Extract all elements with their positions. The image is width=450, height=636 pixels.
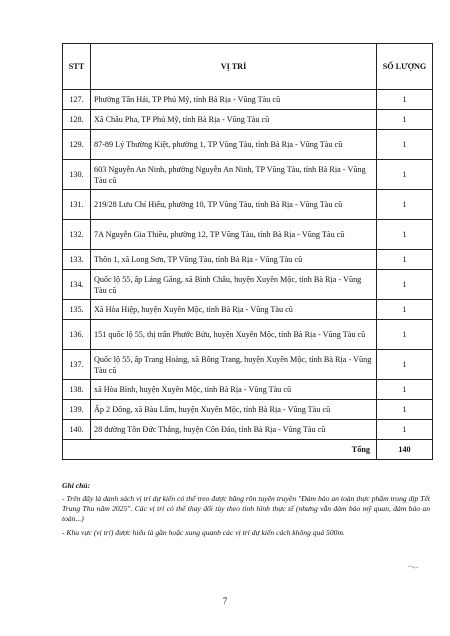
row-location: 151 quốc lộ 55, thị trấn Phước Bửu, huyện Xuyên Mộc, tỉnh Bà Rịa - Vũng Tàu cũ [91, 320, 377, 350]
row-qty: 1 [377, 110, 433, 130]
row-location: Xã Hòa Hiệp, huyện Xuyên Mộc, tỉnh Bà Rịa - Vũng Tàu cũ [91, 300, 377, 320]
row-location: Quốc lộ 55, ấp Láng Găng, xã Bình Châu, huyện Xuyên Mộc, tỉnh Bà Rịa - Vũng Tàu cũ [91, 270, 377, 300]
row-stt: 139. [63, 400, 91, 420]
row-qty: 1 [377, 250, 433, 270]
row-stt: 129. [63, 130, 91, 160]
table-row [63, 350, 433, 380]
table-row [63, 130, 433, 160]
row-location: 603 Nguyễn An Ninh, phường Nguyễn An Ninh, TP Vũng Tàu, tỉnh Bà Rịa - Vũng Tàu cũ [91, 160, 377, 190]
row-location: xã Hòa Bình, huyện Xuyên Mộc, tỉnh Bà Rịa - Vũng Tàu cũ [91, 380, 377, 400]
row-stt: 134. [63, 270, 91, 300]
row-location: Phường Tân Hải, TP Phú Mỹ, tỉnh Bà Rịa - Vũng Tàu cũ [91, 90, 377, 110]
row-stt: 135. [63, 300, 91, 320]
row-location: Xã Châu Pha, TP Phú Mỹ, tỉnh Bà Rịa - Vũng Tàu cũ [91, 110, 377, 130]
row-qty: 1 [377, 420, 433, 440]
row-location: Ấp 2 Đông, xã Bàu Lâm, huyện Xuyên Mộc, tỉnh Bà Rịa - Vũng Tàu cũ [91, 400, 377, 420]
row-stt: 136. [63, 320, 91, 350]
note-item: - Trên đây là danh sách vị trí dự kiến có thể treo được băng rôn tuyên truyền "Đảm bảo an toàn thực phẩm trong dịp Tết Trung Thu năm 2025". Các vị trí có thể thay đổi tùy theo tình hình thực tế (nhưng vẫn đảm bảo mỹ quan, đảm bảo an toàn...) [62, 494, 430, 523]
table-header-row [63, 44, 433, 90]
row-stt: 133. [63, 250, 91, 270]
row-location: 28 đường Tôn Đức Thắng, huyện Côn Đảo, tỉnh Bà Rịa - Vũng Tàu cũ [91, 420, 377, 440]
total-label: Tổng [63, 440, 377, 460]
table-row [63, 380, 433, 400]
row-qty: 1 [377, 220, 433, 250]
table-row [63, 190, 433, 220]
row-qty: 1 [377, 270, 433, 300]
total-value: 140 [377, 440, 433, 460]
table-row [63, 110, 433, 130]
row-location: Thôn 1, xã Long Sơn, TP Vũng Tàu, tỉnh Bà Rịa - Vũng Tàu cũ [91, 250, 377, 270]
row-stt: 130. [63, 160, 91, 190]
row-qty: 1 [377, 320, 433, 350]
row-qty: 1 [377, 380, 433, 400]
header-location: VỊ TRÍ [91, 44, 377, 90]
row-stt: 131. [63, 190, 91, 220]
header-stt: STT [63, 44, 91, 90]
row-qty: 1 [377, 350, 433, 380]
row-stt: 132. [63, 220, 91, 250]
row-location: 87-89 Lý Thường Kiệt, phường 1, TP Vũng Tàu, tỉnh Bà Rịa - Vũng Tàu cũ [91, 130, 377, 160]
row-qty: 1 [377, 160, 433, 190]
row-location: 219/28 Lưu Chí Hiếu, phường 10, TP Vũng Tàu, tỉnh Bà Rịa - Vũng Tàu cũ [91, 190, 377, 220]
row-qty: 1 [377, 400, 433, 420]
table-row [63, 220, 433, 250]
header-qty: SỐ LƯỢNG [377, 44, 433, 90]
row-location: Quốc lộ 55, ấp Trang Hoàng, xã Bông Trang, huyện Xuyên Mộc, tỉnh Bà Rịa - Vũng Tàu cũ [91, 350, 377, 380]
table-row [63, 160, 433, 190]
row-qty: 1 [377, 300, 433, 320]
table-row [63, 250, 433, 270]
row-stt: 128. [63, 110, 91, 130]
table-row [63, 90, 433, 110]
row-stt: 137. [63, 350, 91, 380]
table-row [63, 400, 433, 420]
table-row [63, 320, 433, 350]
table-row [63, 270, 433, 300]
table-row [63, 420, 433, 440]
row-stt: 138. [63, 380, 91, 400]
row-stt: 127. [63, 90, 91, 110]
row-qty: 1 [377, 130, 433, 160]
row-location: 7A Nguyễn Gia Thiều, phường 12, TP Vũng Tàu, tỉnh Bà Rịa - Vũng Tàu cũ [91, 220, 377, 250]
initial-mark [408, 565, 418, 569]
row-qty: 1 [377, 90, 433, 110]
location-table [62, 43, 433, 460]
total-row [63, 440, 433, 460]
page-number: 7 [222, 596, 228, 606]
row-stt: 140. [63, 420, 91, 440]
row-qty: 1 [377, 190, 433, 220]
notes-section [62, 481, 430, 542]
notes-title: Ghi chú: [62, 481, 91, 490]
table-row [63, 300, 433, 320]
note-item: - Khu vực (vị trí) được hiểu là gần hoặc xung quanh các vị trí dự kiến cách không quá 500m. [62, 528, 345, 537]
